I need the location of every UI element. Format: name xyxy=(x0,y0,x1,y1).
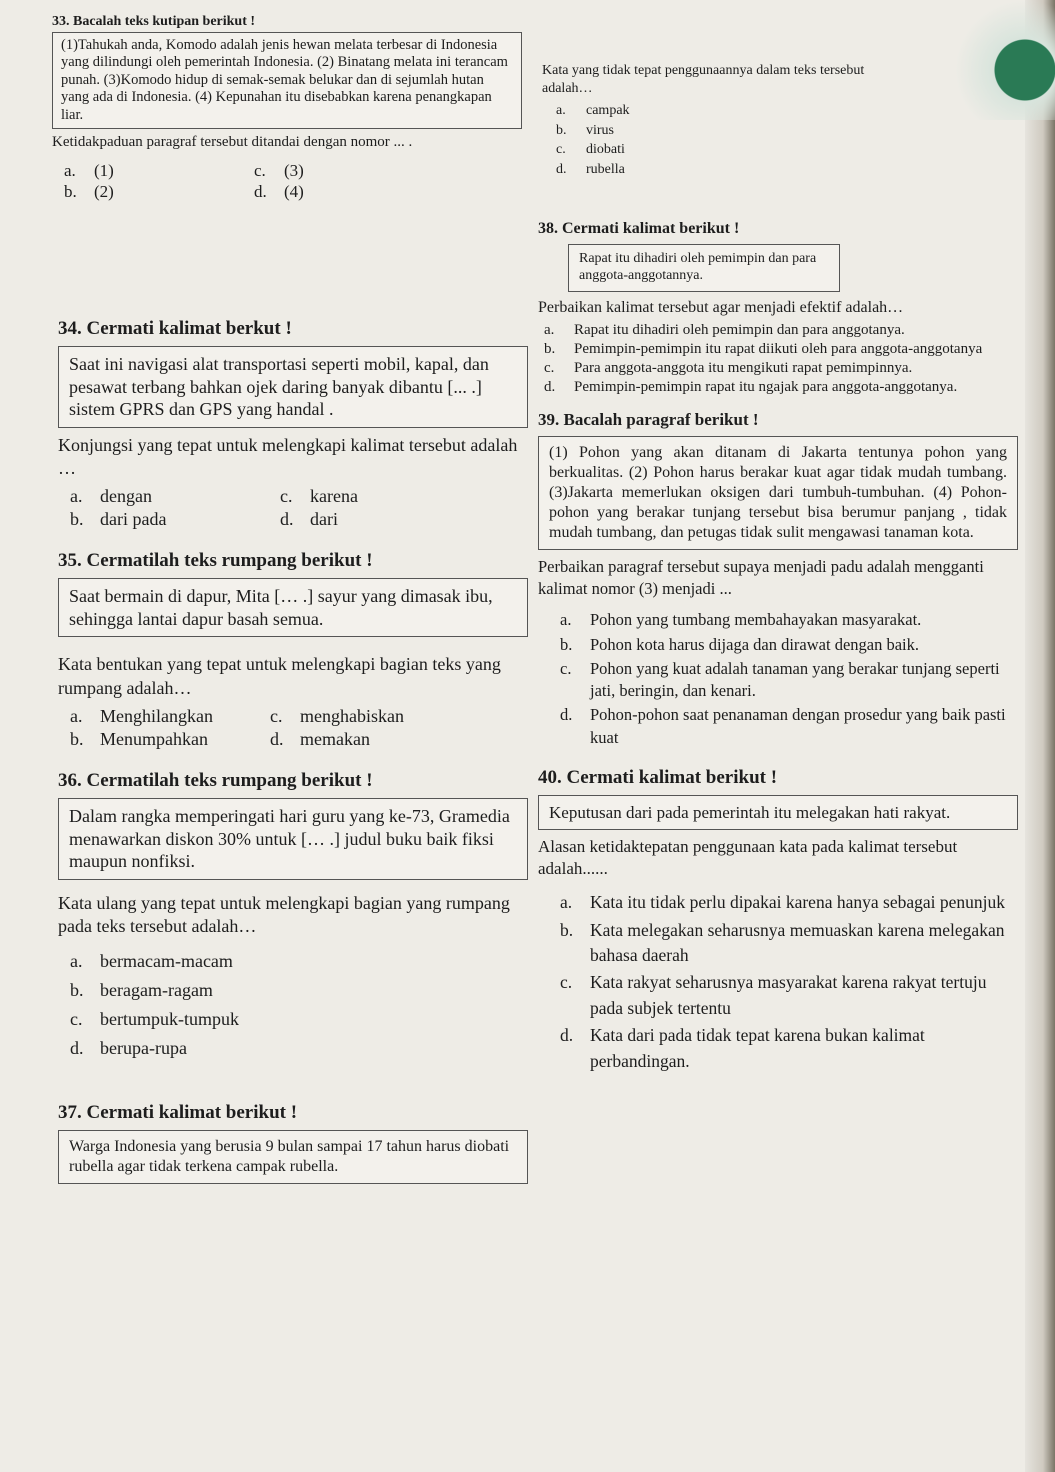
question-39 xyxy=(538,410,1018,748)
q33-option-a[interactable]: a. (1) xyxy=(64,160,114,180)
q36-option-d[interactable]: d. berupa-rupa xyxy=(70,1038,187,1059)
q38-prompt: Perbaikan kalimat tersebut agar menjadi efektif adalah… xyxy=(538,298,904,316)
q38-option-a[interactable]: a. Rapat itu dihadiri oleh pemimpin dan para anggotanya. xyxy=(544,322,905,339)
green-object xyxy=(915,0,1055,120)
q36-option-a[interactable]: a. bermacam-macam xyxy=(70,951,233,972)
q39-heading: 39. Bacalah paragraf berikut ! xyxy=(538,410,759,430)
q38-options xyxy=(544,322,1018,396)
q39-option-d[interactable]: d. Pohon-pohon saat penanaman dengan prosedur yang baik pasti kuat xyxy=(560,705,1006,747)
q38-passage: Rapat itu dihadiri oleh pemimpin dan para anggota-anggotannya. xyxy=(568,244,840,292)
q36-options xyxy=(70,948,528,1062)
q37-option-c[interactable]: c. diobati xyxy=(556,142,625,158)
q37-options xyxy=(556,102,912,178)
book-edge xyxy=(1025,0,1055,1472)
q35-option-c[interactable]: c. menghabiskan xyxy=(270,706,404,727)
q39-option-a[interactable]: a. Pohon yang tumbang membahayakan masyarakat. xyxy=(560,610,922,630)
q39-options xyxy=(560,609,1018,749)
q39-passage: (1) Pohon yang akan ditanam di Jakarta tentunya pohon yang berkualitas. (2) Pohon harus berakar kuat agar tidak mudah tumbang. (3)Jakarta memerlukan oksigen dari tumbuh-tumbuhan. (4) Pohon-pohon yang berakar tunjang tersebut bisa berumur panjang , tidak mudah tumbang, dan petugas tidak sulit mengawasi tanaman kota. xyxy=(538,436,1018,550)
q37-passage: Warga Indonesia yang berusia 9 bulan sampai 17 tahun harus diobati rubella agar tidak terkena campak rubella. xyxy=(58,1130,528,1184)
q34-heading: 34. Cermati kalimat berkut ! xyxy=(58,318,292,339)
q34-options xyxy=(70,486,528,530)
question-35 xyxy=(58,550,528,750)
q33-option-c[interactable]: c. (3) xyxy=(254,160,304,180)
q33-passage: (1)Tahukah anda, Komodo adalah jenis hewan melata terbesar di Indonesia yang dilindungi oleh pemerintah Indonesia. (2) Binatang melata ini terancam punah. (3)Komodo hidup di semak-semak belukar dan di sejumlah hutan yang ada di Indonesia. (4) Kepunahan itu disebabkan karena penangkapan liar. xyxy=(52,32,522,129)
q35-option-b[interactable]: b. Menumpahkan xyxy=(70,729,208,750)
question-37 xyxy=(58,1102,528,1184)
q33-prompt: Ketidakpaduan paragraf tersebut ditandai dengan nomor ... . xyxy=(52,134,413,151)
question-40 xyxy=(538,767,1018,1074)
q33-option-d[interactable]: d. (4) xyxy=(254,182,304,202)
q38-option-b[interactable]: b. Pemimpin-pemimpin itu rapat diikuti oleh para anggota-anggotanya xyxy=(544,341,983,358)
q37-option-a[interactable]: a. campak xyxy=(556,103,630,119)
q35-heading: 35. Cermatilah teks rumpang berikut ! xyxy=(58,550,373,572)
q36-heading: 36. Cermatilah teks rumpang berikut ! xyxy=(58,770,373,792)
question-33 xyxy=(52,14,522,216)
q36-prompt: Kata ulang yang tepat untuk melengkapi bagian yang rumpang pada teks tersebut adalah… xyxy=(58,892,510,936)
q36-option-c[interactable]: c. bertumpuk-tumpuk xyxy=(70,1009,239,1030)
q35-option-d[interactable]: d. memakan xyxy=(270,729,370,750)
q34-option-c[interactable]: c. karena xyxy=(280,486,358,507)
q36-option-b[interactable]: b. beragam-ragam xyxy=(70,980,213,1001)
q40-prompt: Alasan ketidaktepatan penggunaan kata pada kalimat tersebut adalah...... xyxy=(538,837,958,879)
q37-heading: 37. Cermati kalimat berikut ! xyxy=(58,1102,298,1124)
q40-passage: Keputusan dari pada pemerintah itu melegakan hati rakyat. xyxy=(538,795,1018,830)
q40-option-c[interactable]: c. Kata rakyat seharusnya masyarakat karena rakyat tertuju pada subjek tertentu xyxy=(560,972,987,1018)
question-38 xyxy=(538,220,1018,396)
q38-heading: 38. Cermati kalimat berikut ! xyxy=(538,220,740,237)
q33-option-b[interactable]: b. (2) xyxy=(64,182,114,202)
q40-options xyxy=(560,890,1018,1074)
q34-passage: Saat ini navigasi alat transportasi seperti mobil, kapal, dan pesawat terbang bahkan ojek daring banyak dibantu [... .] sistem GPRS dan GPS yang handal . xyxy=(58,346,528,428)
q36-passage: Dalam rangka memperingati hari guru yang ke-73, Gramedia menawarkan diskon 30% untuk [… .] judul buku baik fiksi maupun nonfiksi. xyxy=(58,798,528,880)
q39-prompt: Perbaikan paragraf tersebut supaya menjadi padu adalah mengganti kalimat nomor (3) menjadi ... xyxy=(538,557,984,598)
q34-option-b[interactable]: b. dari pada xyxy=(70,509,167,530)
question-34 xyxy=(58,318,528,530)
q37-option-d[interactable]: d. rubella xyxy=(556,161,625,177)
q40-option-a[interactable]: a. Kata itu tidak perlu dipakai karena hanya sebagai penunjuk xyxy=(560,892,1005,913)
question-36 xyxy=(58,770,528,1062)
q35-prompt: Kata bentukan yang tepat untuk melengkapi bagian teks yang rumpang adalah… xyxy=(58,654,501,698)
q33-options xyxy=(64,161,522,202)
q33-heading: 33. Bacalah teks kutipan berikut ! xyxy=(52,14,256,29)
left-column xyxy=(58,318,528,1190)
question-37-options xyxy=(542,58,912,180)
q39-option-c[interactable]: c. Pohon yang kuat adalah tanaman yang berakar tunjang seperti jati, beringin, dan kenari. xyxy=(560,658,1000,701)
q37-prompt: Kata yang tidak tepat penggunaannya dalam teks tersebut adalah… xyxy=(542,63,865,97)
q38-option-d[interactable]: d. Pemimpin-pemimpin rapat itu ngajak para anggota-anggotanya. xyxy=(544,379,958,396)
right-column xyxy=(538,220,1018,1076)
q37-option-b[interactable]: b. virus xyxy=(556,122,614,138)
q39-option-b[interactable]: b. Pohon kota harus dijaga dan dirawat dengan baik. xyxy=(560,634,919,654)
q40-option-b[interactable]: b. Kata melegakan seharusnya memuaskan karena melegakan bahasa daerah xyxy=(560,919,1005,966)
q34-prompt: Konjungsi yang tepat untuk melengkapi kalimat tersebut adalah … xyxy=(58,434,518,478)
q34-option-a[interactable]: a. dengan xyxy=(70,486,152,507)
q35-passage: Saat bermain di dapur, Mita [… .] sayur yang dimasak ibu, sehingga lantai dapur basah semua. xyxy=(58,578,528,637)
q34-option-d[interactable]: d. dari xyxy=(280,509,338,530)
q40-option-d[interactable]: d. Kata dari pada tidak tepat karena bukan kalimat perbandingan. xyxy=(560,1025,925,1071)
q38-option-c[interactable]: c. Para anggota-anggota itu mengikuti rapat pemimpinnya. xyxy=(544,360,913,377)
q40-heading: 40. Cermati kalimat berikut ! xyxy=(538,766,778,788)
q35-option-a[interactable]: a. Menghilangkan xyxy=(70,706,213,727)
q35-options xyxy=(70,706,528,750)
